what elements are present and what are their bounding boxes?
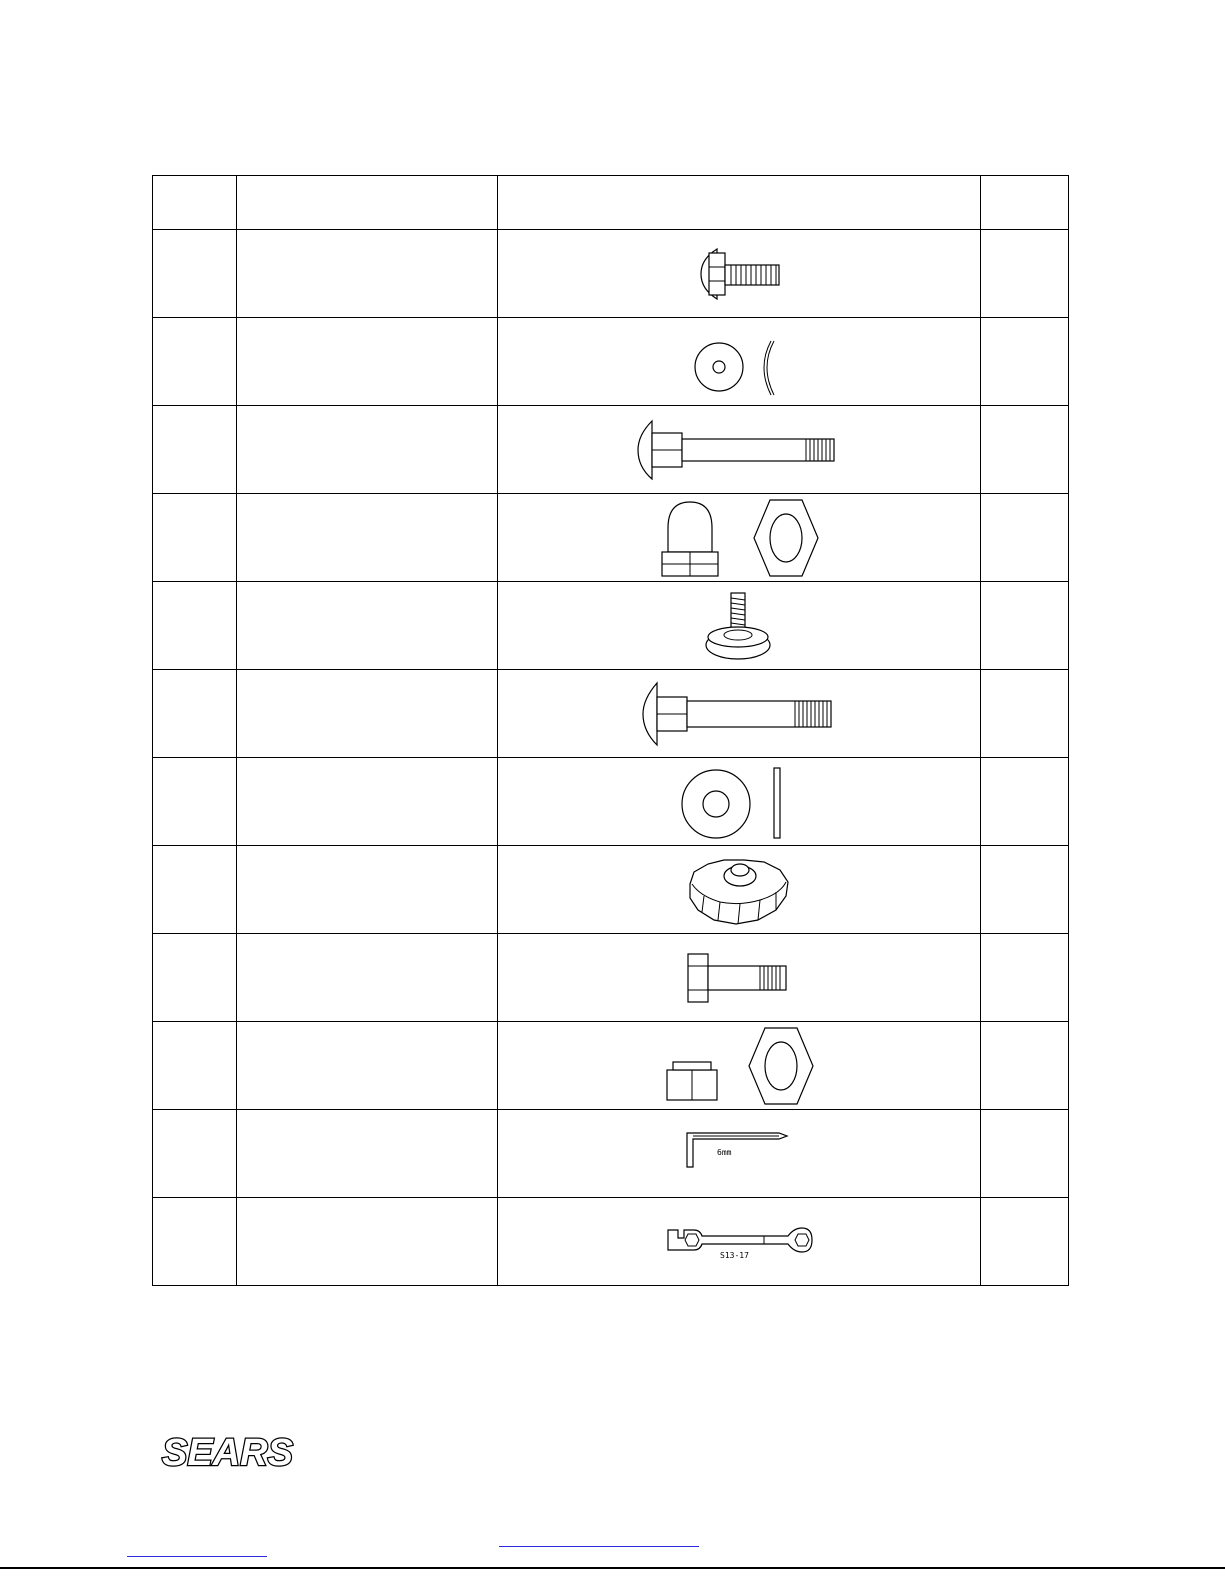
acorn-nut-icon: [654, 496, 824, 580]
row-key: [153, 1198, 237, 1286]
brand-logo-text: SEARS: [162, 1433, 293, 1473]
row-description: [237, 934, 498, 1022]
table-row: [153, 318, 1069, 406]
row-description: [237, 318, 498, 406]
header-quantity: [981, 176, 1069, 230]
row-quantity: [981, 318, 1069, 406]
sears-logo: [160, 1433, 310, 1473]
row-description: [237, 846, 498, 934]
carriage-bolt-icon: [639, 679, 839, 749]
allen-wrench-size-label: 6mm: [717, 1147, 732, 1157]
row-key: [153, 670, 237, 758]
row-description: [237, 1198, 498, 1286]
row-quantity: [981, 1110, 1069, 1198]
header-key: [153, 176, 237, 230]
table-row: [153, 1110, 1069, 1198]
table-row: [153, 670, 1069, 758]
footer-link-left[interactable]: [127, 1556, 267, 1557]
row-quantity: [981, 1198, 1069, 1286]
wrench-size-label: S13-17: [720, 1250, 749, 1260]
row-quantity: [981, 758, 1069, 846]
button-head-bolt-icon: [679, 239, 799, 309]
footer-rule: [0, 1567, 1225, 1569]
leveling-foot-icon: [699, 589, 779, 663]
table-row: [153, 758, 1069, 846]
row-quantity: [981, 934, 1069, 1022]
header-description: [237, 176, 498, 230]
row-quantity: [981, 406, 1069, 494]
hex-bolt-icon: [684, 948, 794, 1008]
allen-wrench-icon: [679, 1129, 799, 1179]
row-description: [237, 758, 498, 846]
table-row: [153, 846, 1069, 934]
row-key: [153, 1022, 237, 1110]
row-key: [153, 406, 237, 494]
row-key: [153, 846, 237, 934]
hardware-parts-table: [152, 175, 1069, 1286]
row-description: [237, 1110, 498, 1198]
row-key: [153, 934, 237, 1022]
table-row: [153, 1198, 1069, 1286]
row-key: [153, 230, 237, 318]
combination-wrench-icon: [664, 1220, 814, 1264]
row-quantity: [981, 670, 1069, 758]
table-row: [153, 406, 1069, 494]
row-quantity: [981, 1022, 1069, 1110]
row-description: [237, 582, 498, 670]
row-key: [153, 758, 237, 846]
lock-nut-icon: [659, 1024, 819, 1108]
table-row: [153, 230, 1069, 318]
row-description: [237, 230, 498, 318]
row-key: [153, 494, 237, 582]
header-picture: [498, 176, 981, 230]
row-description: [237, 1022, 498, 1110]
table-header-row: [153, 176, 1069, 230]
row-quantity: [981, 230, 1069, 318]
row-quantity: [981, 494, 1069, 582]
knob-icon: [684, 850, 794, 930]
row-quantity: [981, 582, 1069, 670]
table-row: [153, 934, 1069, 1022]
row-description: [237, 494, 498, 582]
flat-washer-icon: [674, 762, 804, 842]
row-key: [153, 582, 237, 670]
footer-link-center[interactable]: [499, 1546, 699, 1547]
curved-washer-icon: [679, 327, 799, 397]
row-key: [153, 318, 237, 406]
table-row: [153, 494, 1069, 582]
table-row: [153, 1022, 1069, 1110]
row-quantity: [981, 846, 1069, 934]
row-description: [237, 406, 498, 494]
carriage-bolt-long-icon: [634, 415, 844, 485]
row-key: [153, 1110, 237, 1198]
row-description: [237, 670, 498, 758]
table-row: [153, 582, 1069, 670]
